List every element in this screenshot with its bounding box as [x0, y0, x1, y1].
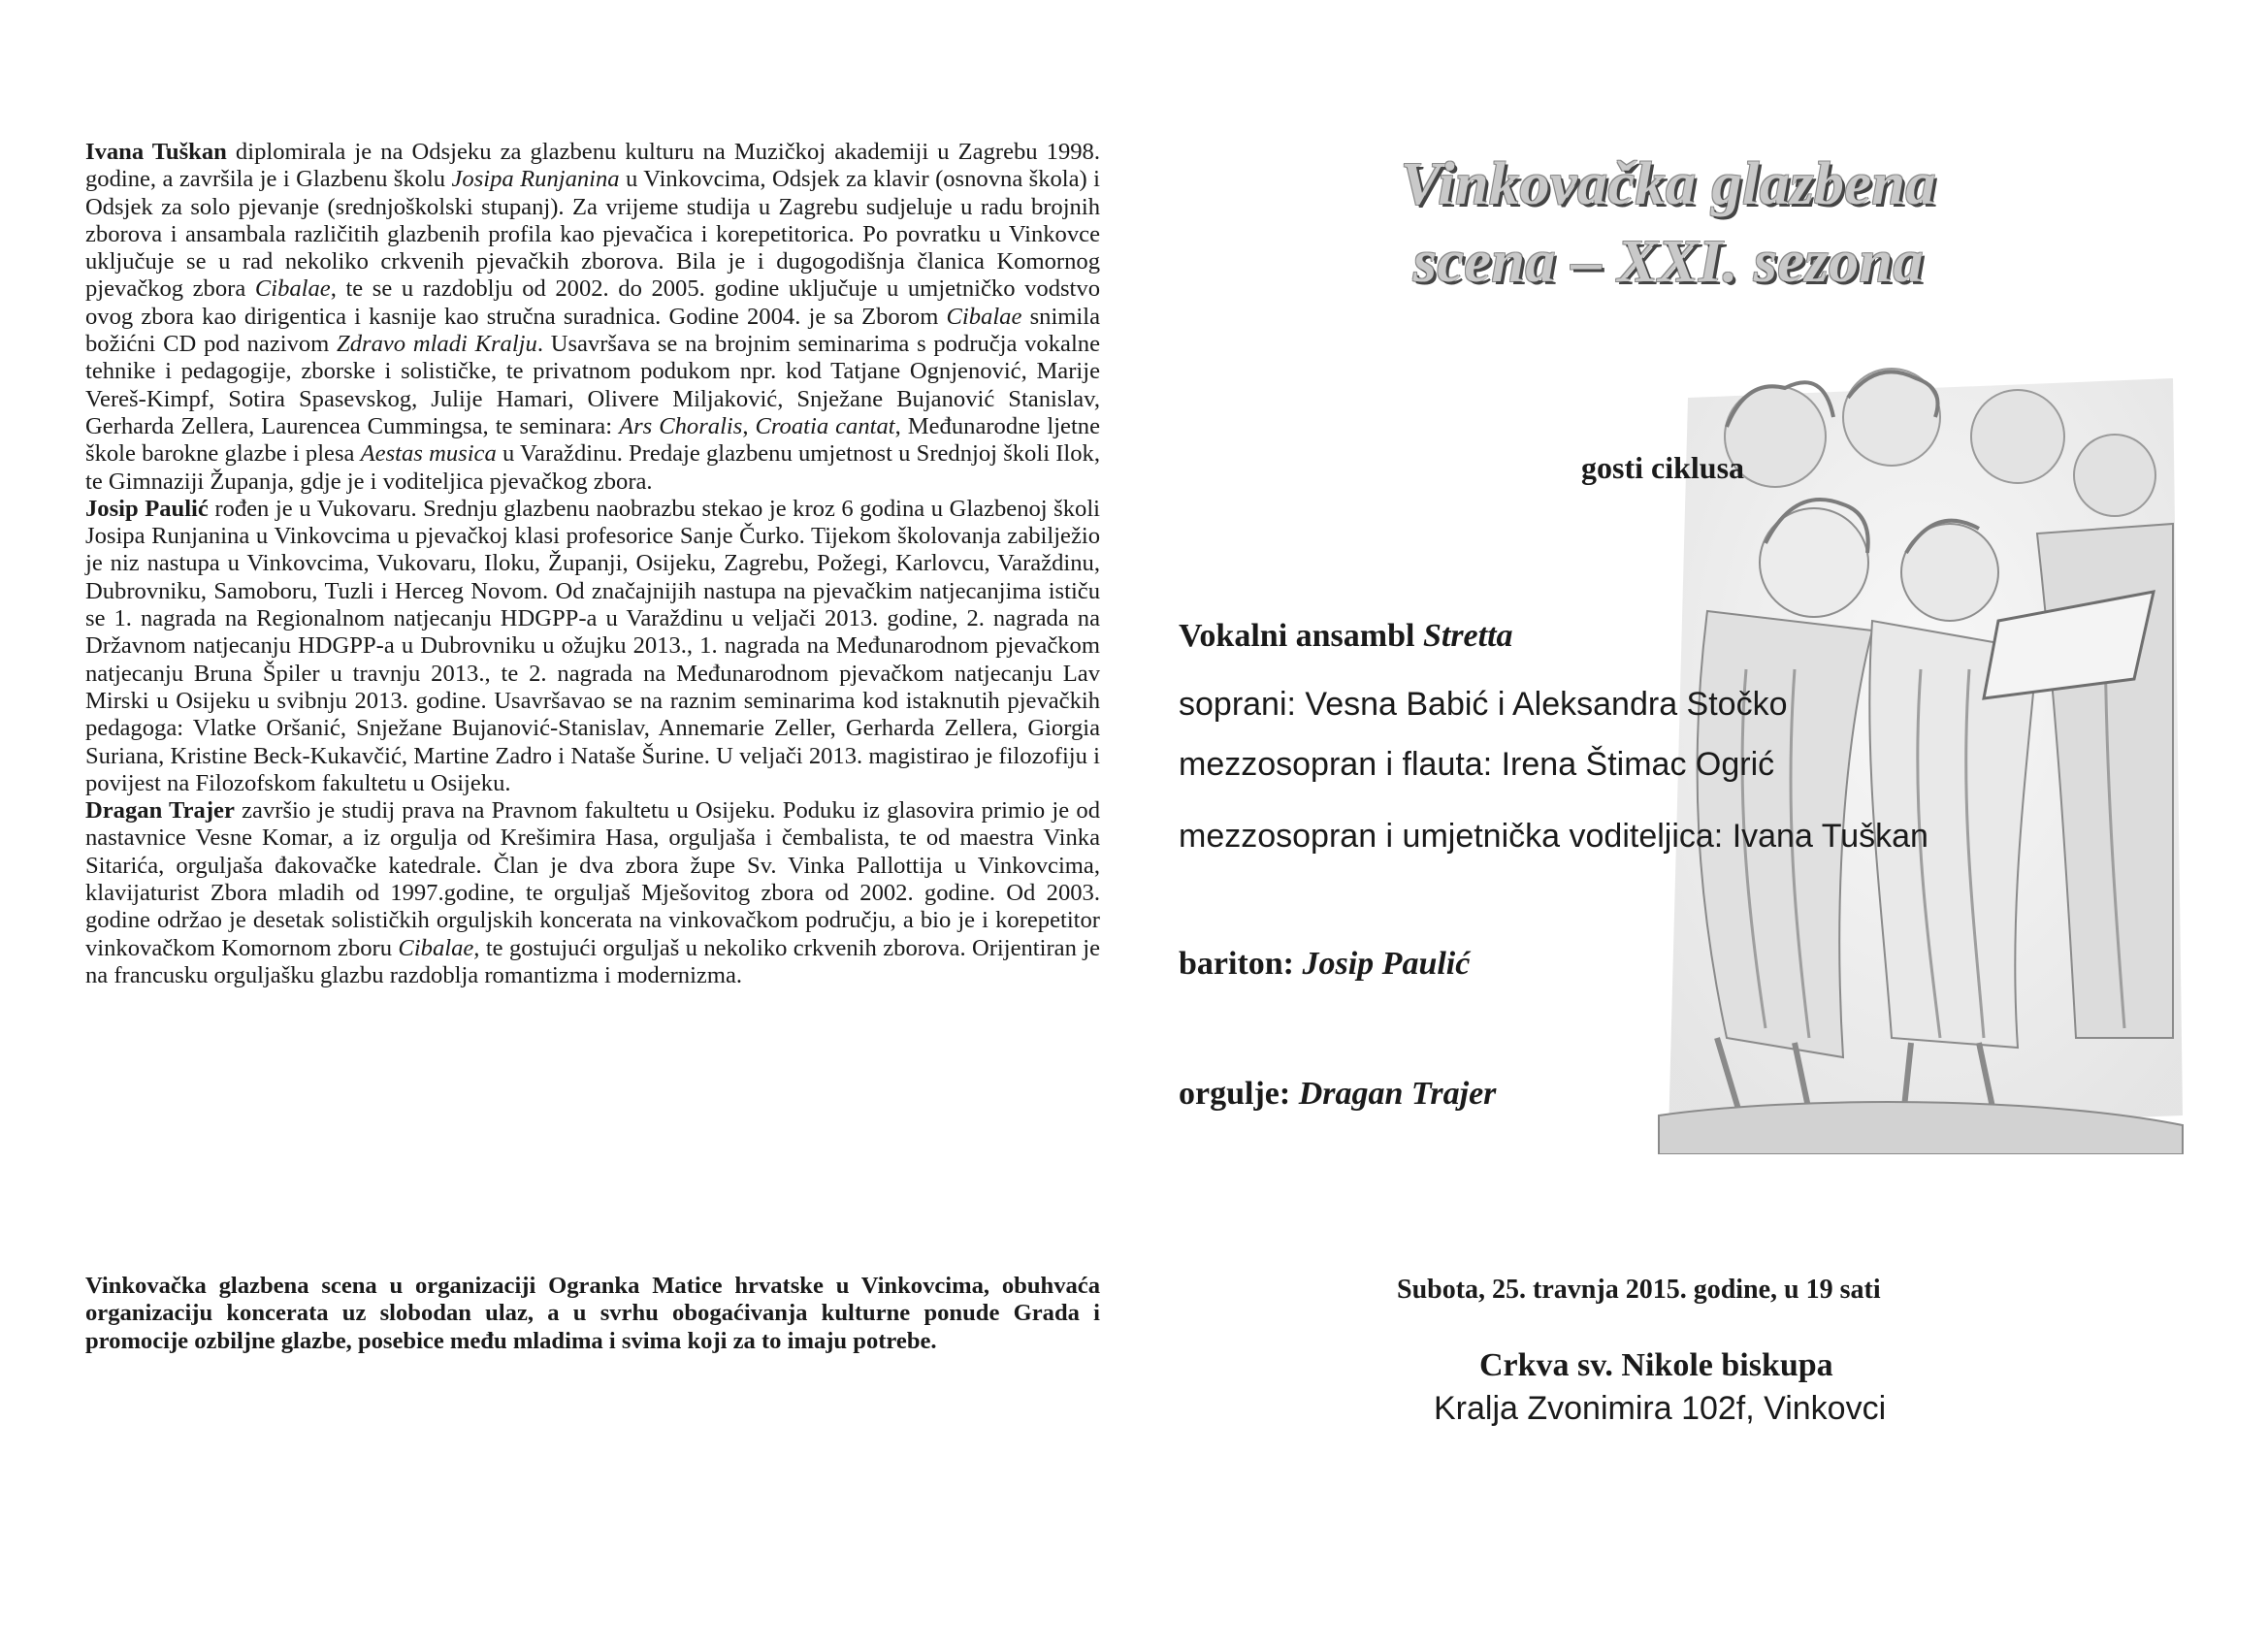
venue-address: Kralja Zvonimira 102f, Vinkovci	[1434, 1390, 1887, 1427]
bio-paulic: Josip Paulić rođen je u Vukovaru. Srednju glazbenu naobrazbu stekao je kroz 6 godina u Glazbenoj školi Josipa Runjanina u Vinkovcima u pjevačkoj klasi profesorice Sanje Čurko. Tijekom školovanja zabilježio je niz nastupa u Vinkovcima, Vukovaru, Iloku, Županji, Osijeku, Zagrebu, Požegi, Karlovcu, Varaždinu, Dubrovniku, Samoboru, Tuzli i Herceg Novom. Od značajnijih nastupa na pjevačkim natjecanjima ističu se 1. nagrada na Regionalnom natjecanju HDGPP-a u Varaždinu u veljači 2013. godine, 2. nagrada na Državnom natjecanju HDGPP-a u Dubrovniku u ožujku 2013., 1. nagrada na Međunarodnom pjevačkom natjecanju Bruna Špiler u travnju 2013., te 2. nagrada na Međunarodnom pjevačkom natjecanju Lav Mirski u Osijeku u svibnju 2013. godine. Usavršavao se na raznim seminarima kod istaknutih pjevačkih pedagoga: Vlatke Oršanić, Snježane Bujanović-Stanislav, Annemarie Zeller, Gerharda Zellera, Giorgia Suriana, Kristine Beck-Kukavčić, Martine Zadro i Nataše Šurine. U veljači 2013. magistirao je filozofiju i povijest na Filozofskom fakultetu u Osijeku.	[85, 495, 1101, 796]
bio-tuskan: Ivana Tuškan diplomirala je na Odsjeku za glazbenu kulturu na Muzičkoj akademiji u Zagrebu 1998. godine, a završila je i Glazbenu školu Josipa Runjanina u Vinkovcima, Odsjek za klavir (osnovna škola) i Odsjek za solo pjevanje (srednjoškolski stupanj). Za vrijeme studija u Zagrebu sudjeluje u radu brojnih zborova i ansambala različitih glazbenih profila kao pjevačica i korepetitorica. Po povratku u Vinkovce uključuje se u rad nekoliko crkvenih pjevačkih zborova. Bila je i dugogodišnja članica Komornog pjevačkog zbora Cibalae, te se u razdoblju od 2002. do 2005. godine uključuje u umjetničko vodstvo ovog zbora kao dirigentica i kasnije kao stručna suradnica. Godine 2004. je sa Zborom Cibalae snimila božićni CD pod nazivom Zdravo mladi Kralju. Usavršava se na brojnim seminarima s područja vokalne tehnike i pedagogije, zborske i solističke, te privatnom podukom npr. kod Tatjane Ognjenović, Marije Vereš-Kimpf, Sotira Spasevskog, Julije Hamari, Olivere Miljaković, Snježane Bujanović Stanislav, Gerharda Zellera, Laurencea Cummingsa, te seminara: Ars Choralis, Croatia cantat, Međunarodne ljetne škole barokne glazbe i plesa Aestas musica u Varaždinu. Predaje glazbenu umjetnost u Srednjoj školi Ilok, te Gimnaziji Županja, gdje je i voditeljica pjevačkog zbora.	[85, 139, 1101, 495]
ensemble-heading: Vokalni ansambl Stretta	[1179, 618, 1513, 654]
ensemble-name: Stretta	[1422, 618, 1513, 654]
mezzo-leader-line: mezzosopran i umjetnička voditeljica: Ivana Tuškan	[1179, 818, 1928, 855]
biographies	[85, 139, 1100, 989]
title-line-1: Vinkovačka glazbena	[1400, 151, 1937, 217]
guests-subtitle: gosti ciklusa	[1581, 450, 1745, 485]
concert-date: Subota, 25. travnja 2015. godine, u 19 sati	[1397, 1275, 1881, 1305]
organ-line: orgulje: Dragan Trajer	[1179, 1076, 1497, 1112]
venue-name: Crkva sv. Nikole biskupa	[1479, 1347, 1833, 1383]
title-line-2: scena – XXI. sezona	[1412, 229, 1925, 295]
sopranos-line: soprani: Vesna Babić i Aleksandra Stočko	[1179, 686, 1788, 723]
bariton-line: bariton: Josip Paulić	[1179, 946, 1471, 982]
mezzo-flute-line: mezzosopran i flauta: Irena Štimac Ogrić	[1179, 746, 1775, 783]
organ-name: Dragan Trajer	[1298, 1076, 1497, 1112]
bariton-name: Josip Paulić	[1302, 946, 1471, 982]
bio-trajer: Dragan Trajer završio je studij prava na Pravnom fakultetu u Osijeku. Poduku iz glasovira primio je od nastavnice Vesne Komar, a iz orgulja od Krešimira Hasa, orguljaša i čembalista, te od maestra Vinka Sitarića, orguljaša đakovačke katedrale. Član je dva zbora župe Sv. Vinka Pallottija u Vinkovcima, klavijaturist Zbora mladih od 1997.godine, te orguljaš Mješovitog zbora od 2002. godine. Od 2003. godine održao je desetak solističkih orguljskih koncerata na vinkovačkom području, a bio je i korepetitor vinkovačkom Komornom zboru Cibalae, te gostujući orguljaš u nekoliko crkvenih zborova. Orijentiran je na francusku orguljašku glazbu razdoblja romantizma i modernizma.	[85, 797, 1101, 988]
organization-note: Vinkovačka glazbena scena u organizaciji Ogranka Matice hrvatske u Vinkovcima, obuhvaća organizaciju koncerata uz slobodan ulaz, a u svrhu obogaćivanja kulturne ponude Grada i promocije ozbiljne glazbe, posebice među mladima i svima koji za to imaju potrebe.	[85, 1273, 1100, 1354]
leaflet-title	[1339, 146, 1998, 301]
